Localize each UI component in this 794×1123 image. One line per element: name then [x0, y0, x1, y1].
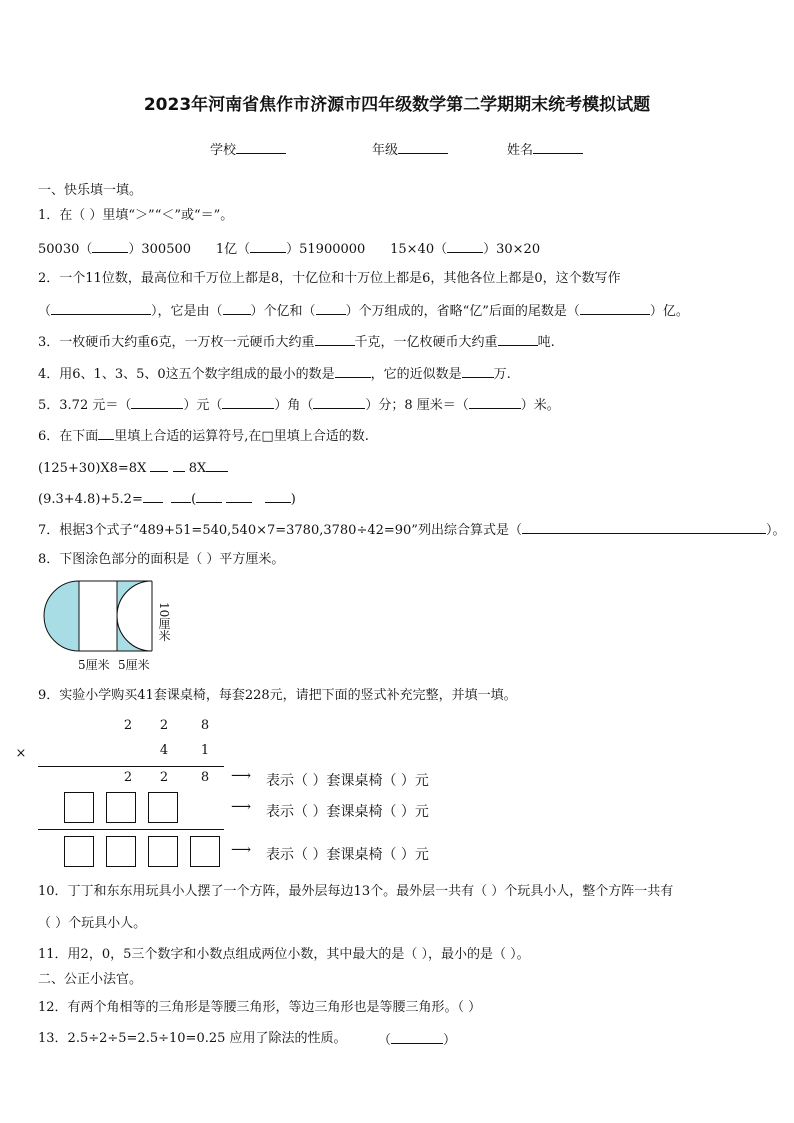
figure-label-width-1: 5厘米	[78, 658, 110, 672]
question-3: 3．一枚硬币大约重6克，一万枚一元硬币大约重 千克，一亿枚硬币大约重 吨.	[38, 335, 555, 350]
calc-rule-2	[38, 829, 224, 830]
multiplier-digit: 4	[159, 743, 169, 758]
multiplicand-digit: 2	[123, 718, 133, 733]
answer-box[interactable]	[106, 836, 136, 867]
question-5: 5．3.72 元＝（ ）元（ ）角（ ）分；8 厘米＝（ ）米。	[38, 398, 560, 413]
arrow-icon: ⟶	[231, 799, 252, 815]
question-1: 1．在（ ）里填“＞”“＜”或“＝”。	[38, 208, 234, 223]
partial-product-digit: 8	[200, 770, 210, 785]
question-13-answer: （ ）	[378, 1033, 457, 1048]
question-7: 7．根据3个式子“489+51=540,540×7=3780,3780÷42=90”列出综合算式是（ ）。	[38, 523, 786, 538]
answer-box[interactable]	[148, 836, 178, 867]
answer-box[interactable]	[106, 792, 136, 823]
figure-label-width-2: 5厘米	[118, 658, 150, 672]
partial-product-digit: 2	[159, 770, 169, 785]
answer-box[interactable]	[64, 792, 94, 823]
answer-box[interactable]	[148, 792, 178, 823]
multiplicand-digit: 8	[200, 718, 210, 733]
row-2-label: 表示（ ）套课桌椅（ ）元	[266, 804, 429, 820]
section-2-heading: 二、公正小法官。	[38, 972, 143, 987]
answer-box[interactable]	[64, 836, 94, 867]
arrow-icon: ⟶	[231, 842, 252, 858]
question-9: 9．实验小学购买41套课桌椅，每套228元，请把下面的竖式补充完整，并填一填。	[38, 688, 517, 703]
question-10-line2: （ ）个玩具小人。	[38, 916, 147, 931]
school-field: 学校	[210, 141, 286, 159]
question-10: 10．丁丁和东东用玩具小人摆了一个方阵，最外层每边13个。最外层一共有（ ）个玩具小人，整个方阵一共有	[38, 884, 674, 899]
grade-field: 年级	[372, 141, 448, 159]
multiplier-digit: 1	[200, 743, 210, 758]
answer-box[interactable]	[190, 836, 220, 867]
section-1-heading: 一、快乐填一填。	[38, 183, 143, 198]
row-3-label: 表示（ ）套课桌椅（ ）元	[266, 847, 429, 863]
name-field: 姓名	[507, 141, 583, 159]
question-1-items: 50030（ ）300500 1亿（ ）51900000 15×40（ ）30×20	[38, 242, 541, 257]
figure-label-height: 10厘米	[157, 602, 171, 642]
question-12: 12．有两个角相等的三角形是等腰三角形，等边三角形也是等腰三角形。（ ）	[38, 1000, 482, 1015]
calc-rule-1	[38, 766, 224, 767]
question-2: 2．一个11位数，最高位和千万位上都是8，十亿位和十万位上都是6，其他各位上都是0，这个数写作	[38, 271, 621, 286]
question-4: 4．用6、1、3、5、0这五个数字组成的最小的数是 ，它的近似数是 万.	[38, 367, 511, 382]
row-1-label: 表示（ ）套课桌椅（ ）元	[266, 773, 429, 789]
question-6-expr-1: (125+30)X8=8X 8X	[38, 459, 228, 477]
question-13: 13．2.5÷2÷5=2.5÷10=0.25 应用了除法的性质。	[38, 1031, 347, 1046]
multiplicand-digit: 2	[159, 718, 169, 733]
question-6-expr-2: (9.3+4.8)+5.2= ( )	[38, 492, 296, 507]
question-2-line2: （ ），它是由（ ）个亿和（ ）个万组成的，省略“亿”后面的尾数是（ ）亿。	[38, 304, 689, 319]
question-11: 11．用2，0，5三个数字和小数点组成两位小数，其中最大的是（ ），最小的是（ ）。	[38, 947, 530, 962]
question-8: 8．下图涂色部分的面积是（ ）平方厘米。	[38, 552, 285, 567]
arrow-icon: ⟶	[231, 768, 252, 784]
question-6: 6．在下面 里填上合适的运算符号,在□里填上合适的数.	[38, 429, 369, 444]
times-sign: ×	[15, 746, 27, 761]
page-title: 2023年河南省焦作市济源市四年级数学第二学期期末统考模拟试题	[143, 95, 651, 115]
partial-product-digit: 2	[123, 770, 133, 785]
